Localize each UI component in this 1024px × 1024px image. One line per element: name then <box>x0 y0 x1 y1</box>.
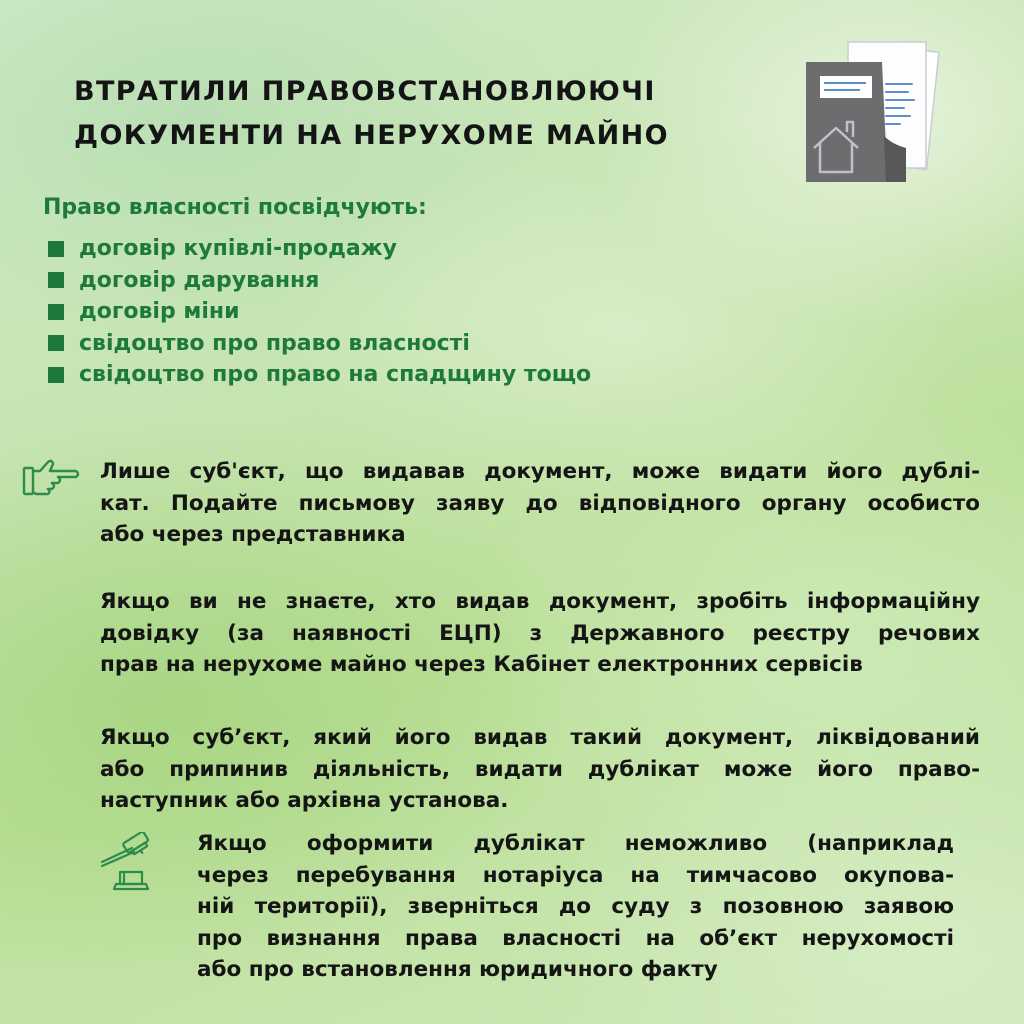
list-item-label: договір купівлі-продажу <box>79 236 397 262</box>
list-item-label: договір дарування <box>79 267 320 293</box>
list-item-label: свідоцтво про право власності <box>79 330 470 356</box>
document-folder-icon <box>800 36 940 188</box>
paragraph-line: ній території), зверніться до суду з позовною заявою <box>197 894 954 919</box>
paragraph-line: через перебування нотаріуса на тимчасово окупова- <box>197 862 954 888</box>
list-item <box>48 265 591 297</box>
paragraph-line: про визнання права власності на об’єкт нерухомості <box>197 925 954 951</box>
title-line-2: ДОКУМЕНТИ НА НЕРУХОМЕ МАЙНО <box>74 120 669 151</box>
pointing-hand-icon <box>22 456 82 500</box>
paragraph-line: Якщо суб’єкт, який його видав такий документ, ліквідований <box>100 725 980 750</box>
list-item <box>48 233 591 265</box>
page-title <box>74 70 774 158</box>
paragraph-line: прав на нерухоме майно через Кабінет електронних сервісів <box>100 652 863 677</box>
list-item <box>48 359 591 391</box>
liquidated-issuer-paragraph <box>100 722 980 817</box>
list-item <box>48 328 591 360</box>
list-item-label: договір міни <box>79 299 240 325</box>
list-item-label: свідоцтво про право на спадщину тощо <box>79 362 592 388</box>
ownership-intro: Право власності посвідчують: <box>43 195 427 220</box>
paragraph-line: Якщо оформити дублікат неможливо (наприклад <box>197 831 954 856</box>
bullet-square-icon <box>48 241 64 257</box>
registry-reference-paragraph <box>100 586 980 681</box>
list-item <box>48 296 591 328</box>
ownership-documents-list <box>48 233 591 391</box>
paragraph-line: Якщо ви не знаєте, хто видав документ, зробіть інформаційну <box>100 589 980 614</box>
paragraph-line: або припинив діяльність, видати дублікат може його право- <box>100 756 980 782</box>
bullet-square-icon <box>48 272 64 288</box>
duplicate-issuer-paragraph <box>100 456 980 551</box>
paragraph-line: або про встановлення юридичного факту <box>197 957 718 982</box>
bullet-square-icon <box>48 367 64 383</box>
court-application-paragraph <box>197 828 954 986</box>
paragraph-line: або через представника <box>100 522 406 547</box>
bullet-square-icon <box>48 335 64 351</box>
paragraph-line: довідку (за наявності ЕЦП) з Державного реєстру речових <box>100 620 980 646</box>
gavel-icon <box>98 832 162 892</box>
paragraph-line: наступник або архівна установа. <box>100 788 509 813</box>
paragraph-line: Лише суб'єкт, що видавав документ, може видати його дублі- <box>100 459 980 484</box>
paragraph-line: кат. Подайте письмову заяву до відповідного органу особисто <box>100 490 980 516</box>
bullet-square-icon <box>48 304 64 320</box>
title-line-1: ВТРАТИЛИ ПРАВОВСТАНОВЛЮЮЧІ <box>74 76 656 107</box>
